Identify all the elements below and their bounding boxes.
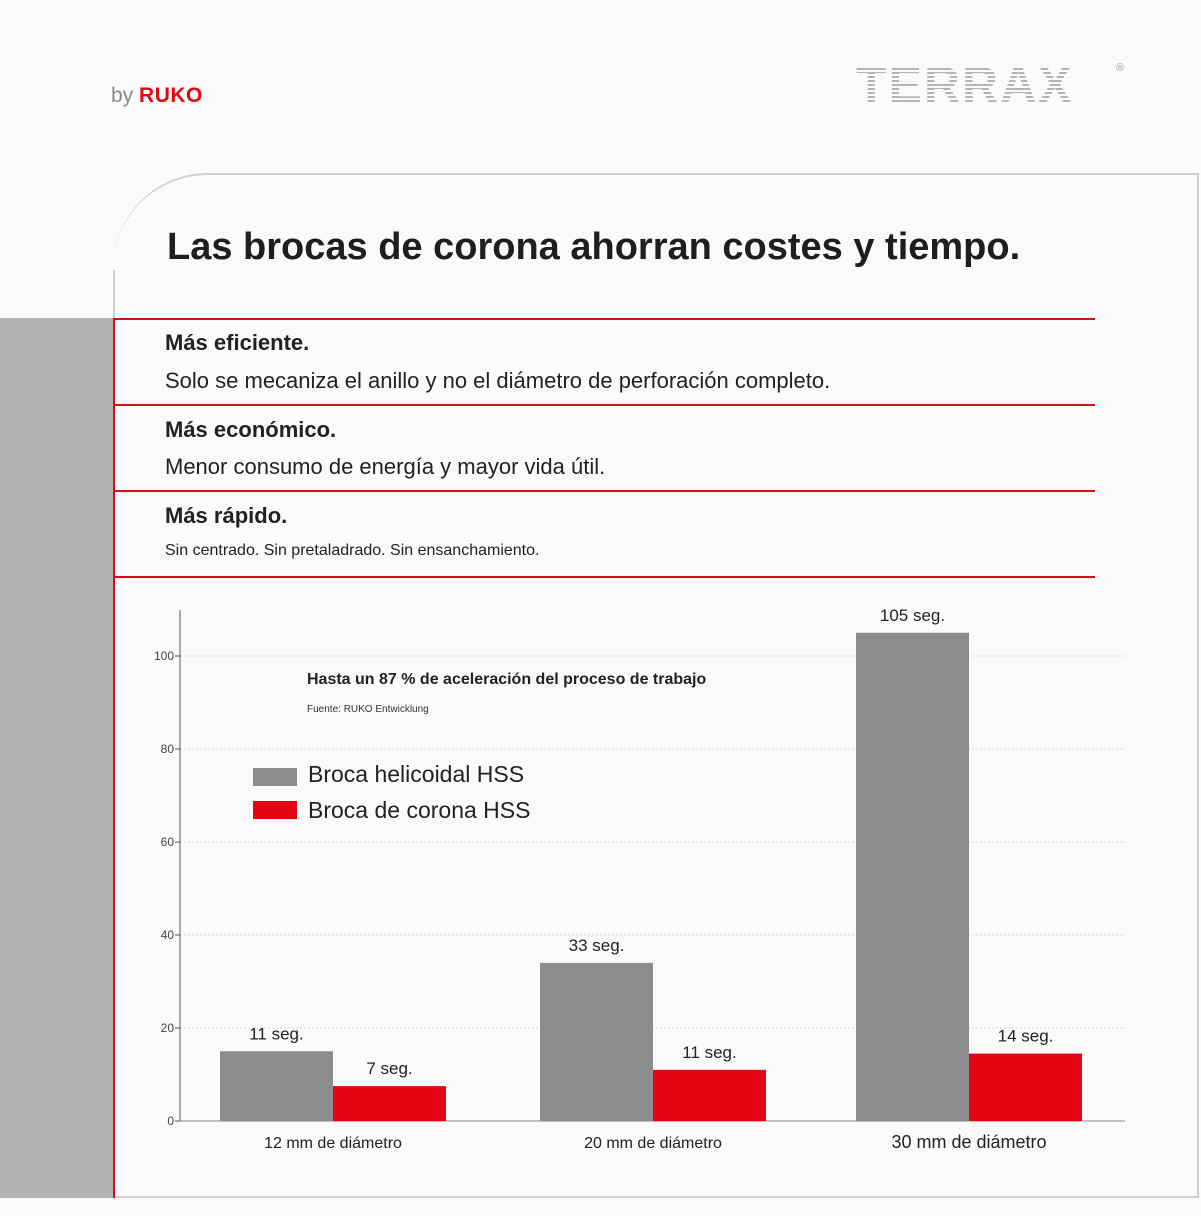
by-label: by — [111, 84, 134, 107]
y-tick-label: 60 — [160, 835, 174, 849]
legend-label-gray: Broca helicoidal HSS — [308, 761, 525, 787]
legend-swatch-gray — [253, 768, 297, 786]
chart-title: Hasta un 87 % de aceleración del proceso de trabajo — [307, 671, 707, 688]
y-tick-label: 0 — [167, 1114, 174, 1128]
x-category-label: 30 mm de diámetro — [891, 1132, 1047, 1152]
bar-value-label: 14 seg. — [997, 1026, 1054, 1046]
x-category-label: 20 mm de diámetro — [584, 1135, 722, 1152]
y-tick-label: 100 — [153, 649, 174, 663]
bar-helicoidal — [856, 633, 969, 1121]
bar-value-label: 7 seg. — [366, 1059, 413, 1079]
bar-helicoidal — [220, 1051, 333, 1121]
legend-label-red: Broca de corona HSS — [308, 797, 531, 823]
x-category-label: 12 mm de diámetro — [264, 1135, 402, 1152]
legend-swatch-red — [253, 801, 297, 819]
terrax-logo-text: TERRAX — [856, 57, 1074, 113]
chart-subtitle: Fuente: RUKO Entwicklung — [307, 704, 429, 715]
feature-title-economic: Más económico. — [165, 417, 337, 442]
bar-value-label: 105 seg. — [879, 605, 946, 625]
bar-corona — [653, 1070, 766, 1121]
y-tick-label: 40 — [160, 928, 174, 942]
y-tick-label: 20 — [160, 1021, 174, 1035]
ruko-logo: RUKO — [139, 84, 203, 107]
y-tick-label: 80 — [160, 742, 174, 756]
feature-text-economic: Menor consumo de energía y mayor vida útil. — [165, 454, 606, 479]
feature-title-efficient: Más eficiente. — [165, 330, 310, 355]
bar-helicoidal — [540, 963, 653, 1121]
bar-corona — [333, 1086, 446, 1121]
page-title: Las brocas de corona ahorran costes y tiempo. — [167, 226, 1021, 268]
registered-mark: ® — [1116, 62, 1125, 74]
bar-value-label: 11 seg. — [249, 1024, 304, 1044]
bar-corona — [969, 1054, 1082, 1121]
feature-text-efficient: Solo se mecaniza el anillo y no el diámetro de perforación completo. — [165, 368, 831, 393]
feature-title-fast: Más rápido. — [165, 503, 288, 528]
feature-text-fast: Sin centrado. Sin pretaladrado. Sin ensanchamiento. — [165, 542, 540, 559]
bar-value-label: 33 seg. — [568, 935, 625, 955]
bar-value-label: 11 seg. — [682, 1042, 737, 1062]
